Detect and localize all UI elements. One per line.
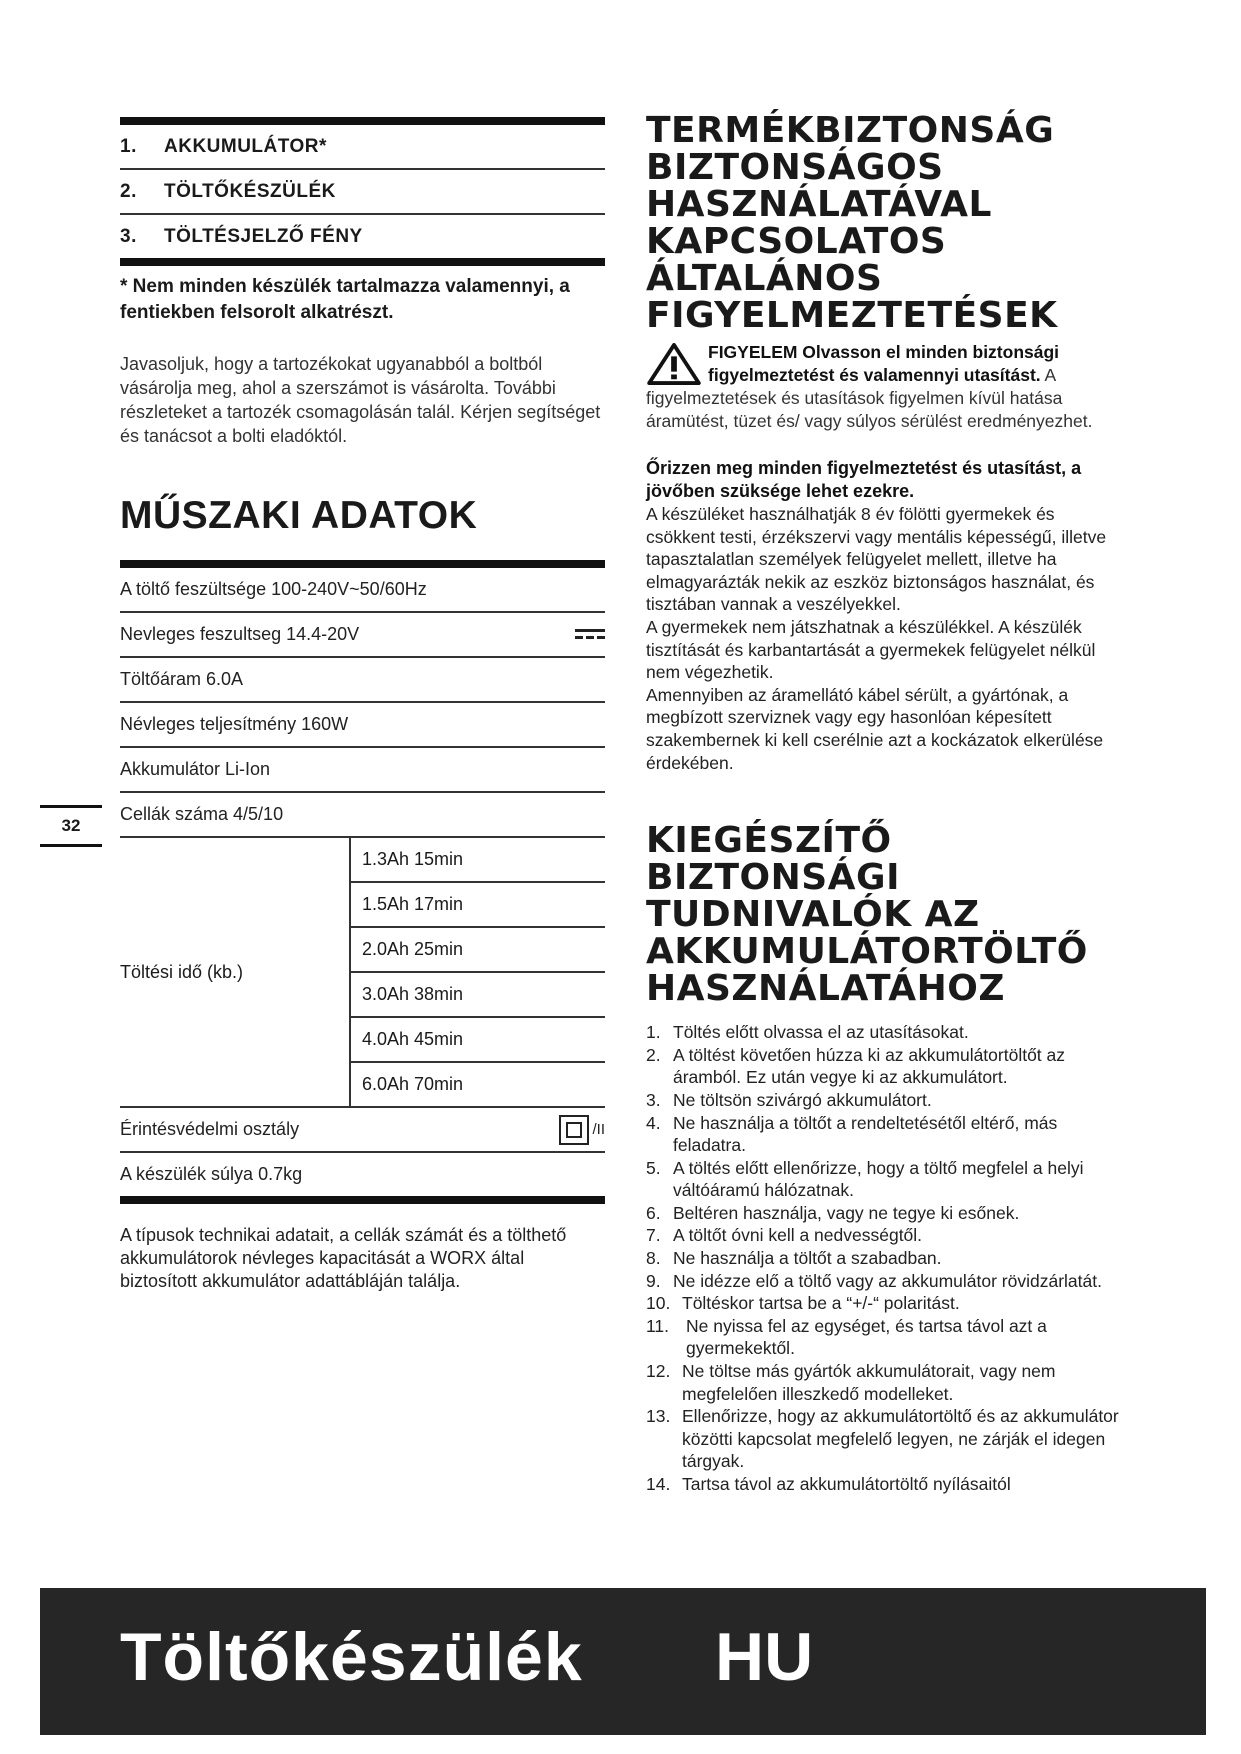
accessory-text: Javasoljuk, hogy a tartozékokat ugyanabból a boltból vásárolja meg, ahol a szerszámot is vásárolta. További részleteket a tartozék csomagolásán talál. Kérjen segítséget és tanácsot a bolti eladóktól. [120,354,601,446]
spec-row: Töltőáram 6.0A [120,658,605,703]
list-item: 5. A töltés előtt ellenőrizze, hogy a töltő megfelel a helyi váltóáramú hálózatnak. [646,1157,1084,1201]
list-item: 4. Ne használja a töltőt a rendeltetésétől eltérő, más feladatra. [646,1112,1058,1156]
spec-row: Nevleges feszultseg 14.4-20V [120,613,605,658]
footer-banner [40,1588,1206,1735]
page-number: 32 [40,805,102,847]
parts-list [120,117,605,266]
safety-heading: TERMÉKBIZTONSÁG BIZTONSÁGOS HASZNÁLATÁVAL KAPCSOLATOS ÁLTALÁNOS FIGYELMEZTETÉSEK [646,110,1058,336]
spec-row: Cellák száma 4/5/10 [120,793,605,838]
specs-table [120,560,605,1204]
charge-time-row: 2.0Ah 25min [351,928,605,973]
right-column [646,112,1126,1496]
left-column [120,117,605,1293]
list-item: 3. Ne töltsön szivárgó akkumulátort. [646,1089,932,1110]
spec-row: Névleges teljesítmény 160W [120,703,605,748]
list-item: 10. Töltéskor tartsa be a “+/-“ polaritást. [646,1293,960,1314]
specs-heading: MŰSZAKI ADATOK [120,494,478,537]
charge-time-row: 1.3Ah 15min [351,838,605,883]
list-item: 9. Ne idézze elő a töltő vagy az akkumulátor rövidzárlatát. [646,1270,1102,1291]
list-item: 2. A töltést követően húzza ki az akkumulátortöltőt az áramból. Ez után vegye ki az akkumulátort. [646,1044,1066,1088]
list-item: 3. TÖLTÉSJELZŐ FÉNY [120,225,363,247]
list-item: 1. AKKUMULÁTOR* [120,125,605,170]
footer-title: Töltőkészülék [120,1619,583,1695]
list-item: 14. Tartsa távol az akkumulátortöltő nyílásaitól [646,1474,1011,1494]
specs-note: A típusok technikai adatait, a cellák számát és a tölthető akkumulátorok névleges kapacitását a WORX által biztosított akkumulátor adattábláján találja. [120,1225,567,1291]
charge-time-row: 4.0Ah 45min [351,1018,605,1063]
list-item: 2. TÖLTŐKÉSZÜLÉK [120,170,605,215]
charge-time-row: 1.5Ah 17min [351,883,605,928]
footer-language: HU [715,1619,814,1695]
charger-rules-list [646,1021,1126,1495]
charge-time-row: 3.0Ah 38min [351,973,605,1018]
spec-row: Akkumulátor Li-Ion [120,748,605,793]
list-item: 13. Ellenőrizze, hogy az akkumulátortöltő és az akkumulátor közötti kapcsolat megfelelő legyen, ne zárják el idegen tárgyak. [646,1406,1119,1472]
class-ii-icon: /II [559,1115,605,1145]
charge-time-label: Töltési idő (kb.) [120,838,351,1106]
list-item: 6. Beltéren használja, vagy ne tegye ki esőnek. [646,1202,1020,1223]
spec-row: A töltő feszültsége 100-240V~50/60Hz [120,568,605,613]
list-item: 1. Töltés előtt olvassa el az utasításokat. [646,1022,969,1043]
dc-symbol-icon [575,629,605,641]
spec-row: Érintésvédelmi osztály /II [120,1108,605,1153]
parts-note: * Nem minden készülék tartalmazza valamennyi, a fentiekben felsorolt alkatrészt. [120,276,570,323]
charge-time-list [351,838,605,1106]
warning-block: FIGYELEM Olvasson el minden biztonsági figyelmeztetést és valamennyi utasítást. A figyelmeztetések és utasítások figyelmen kívül hatása áramütést, tüzet és/ vagy súlyos sérülést eredményezhet. [646,342,1093,431]
list-item: 11. Ne nyissa fel az egységet, és tartsa távol azt a gyermekektől. [646,1315,1047,1359]
list-item: 8. Ne használja a töltőt a szabadban. [646,1248,942,1269]
spec-row: A készülék súlya 0.7kg [120,1164,303,1184]
safety-paragraph: Amennyiben az áramellátó kábel sérült, a gyártónak, a megbízott szerviznek vagy egy hasonlóan képesített szakembernek ki kell cserélnie azt a kockázatok elkerülése érdekében. [646,684,1104,773]
safety-paragraph: A gyermekek nem játszhatnak a készülékkel. A készülék tisztítását és karbantartását a gyermekek felügyelet nélkül nem végezhetik. [646,616,1096,683]
safety-paragraph: A készüléket használhatják 8 év fölötti gyermekek és csökkent testi, érzékszervi vagy mentális képességű, illetve tapasztalatlan személyek felügyelet mellett, illetve ha elmagyarázták nekik az eszköz biztonságos használat, és tisztában vannak a veszélyekkel. [646,504,1107,615]
list-item: 7. A töltőt óvni kell a nedvességtől. [646,1225,923,1246]
charge-time-row: 6.0Ah 70min [362,1074,464,1094]
charge-time-group [120,838,605,1108]
keep-instructions: Őrizzen meg minden figyelmeztetést és utasítást, a jövőben szüksége lehet ezekre. [646,458,1082,501]
list-item: 12. Ne töltse más gyártók akkumulátorait, vagy nem megfelelően illeszkedő modelleket. [646,1361,1056,1404]
charger-safety-heading: KIEGÉSZÍTŐ BIZTONSÁGI TUDNIVALÓK AZ AKKUMULÁTORTÖLTŐ HASZNÁLATÁHOZ [646,820,1088,1010]
warning-triangle-icon [646,343,702,385]
